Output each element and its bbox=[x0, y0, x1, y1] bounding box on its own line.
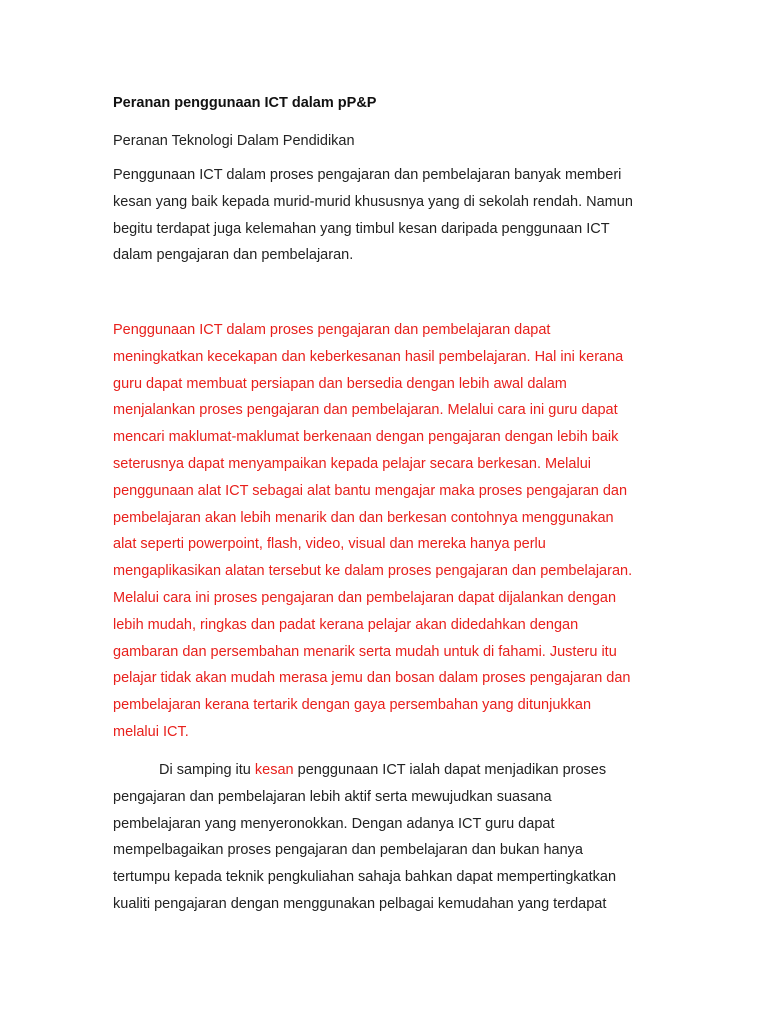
paragraph-line: kesan yang baik kepada murid-murid khususnya yang di sekolah rendah. Namun bbox=[113, 193, 633, 210]
paragraph-line: Penggunaan ICT dalam proses pengajaran dan pembelajaran banyak memberi bbox=[113, 167, 622, 183]
paragraph-intro bbox=[113, 162, 658, 269]
paragraph-line: Melalui cara ini proses pengajaran dan pembelajaran dapat dijalankan dengan bbox=[113, 589, 617, 606]
paragraph-line: dalam pengajaran dan pembelajaran. bbox=[113, 247, 354, 264]
paragraph-line: seterusnya dapat menyampaikan kepada pelajar secara berkesan. Melalui bbox=[113, 455, 591, 472]
paragraph-line: penggunaan alat ICT sebagai alat bantu mengajar maka proses pengajaran dan bbox=[113, 482, 628, 499]
paragraph-line: lebih mudah, ringkas dan padat kerana pelajar akan didedahkan dengan bbox=[113, 616, 579, 633]
paragraph-line: tertumpu kepada teknik pengkuliahan sahaja bahkan dapat mempertingkatkan bbox=[113, 869, 617, 886]
highlighted-word: kesan bbox=[254, 762, 294, 778]
paragraph-line: meningkatkan kecekapan dan keberkesanan hasil pembelajaran. Hal ini kerana bbox=[113, 348, 624, 365]
paragraph-line: pembelajaran akan lebih menarik dan dan berkesan contohnya menggunakan bbox=[113, 509, 614, 526]
paragraph-line: begitu terdapat juga kelemahan yang timbul kesan daripada penggunaan ICT bbox=[113, 220, 610, 237]
paragraph-line-end: penggunaan ICT ialah dapat menjadikan proses bbox=[293, 762, 607, 778]
paragraph-line: pembelajaran yang menyeronokkan. Dengan adanya ICT guru dapat bbox=[113, 815, 555, 832]
paragraph-line: pembelajaran kerana tertarik dengan gaya persembahan yang ditunjukkan bbox=[113, 697, 592, 714]
paragraph-line: pengajaran dan pembelajaran lebih aktif serta mewujudkan suasana bbox=[113, 788, 552, 805]
paragraph-body bbox=[113, 757, 658, 918]
paragraph-line: menjalankan proses pengajaran dan pembelajaran. Melalui cara ini guru dapat bbox=[113, 402, 618, 419]
paragraph-first-line bbox=[113, 757, 658, 784]
paragraph-line: pelajar tidak akan mudah merasa jemu dan bosan dalam proses pengajaran dan bbox=[113, 670, 631, 687]
paragraph-line: mempelbagaikan proses pengajaran dan pembelajaran dan bukan hanya bbox=[113, 842, 583, 859]
paragraph-line-start: Di samping itu bbox=[159, 762, 255, 778]
paragraph-line: mencari maklumat-maklumat berkenaan dengan pengajaran dengan lebih baik bbox=[113, 429, 619, 446]
document-subtitle: Peranan Teknologi Dalam Pendidikan bbox=[113, 133, 355, 149]
paragraph-line: melalui ICT. bbox=[113, 723, 189, 740]
paragraph-line: alat seperti powerpoint, flash, video, visual dan mereka hanya perlu bbox=[113, 536, 546, 553]
paragraph-line: gambaran dan persembahan menarik serta mudah untuk di fahami. Justeru itu bbox=[113, 643, 617, 660]
paragraph-line: guru dapat membuat persiapan dan bersedia dengan lebih awal dalam bbox=[113, 375, 567, 392]
paragraph-line: mengaplikasikan alatan tersebut ke dalam proses pengajaran dan pembelajaran. bbox=[113, 563, 633, 580]
paragraph-highlighted-red bbox=[113, 317, 658, 746]
paragraph-line: kualiti pengajaran dengan menggunakan pelbagai kemudahan yang terdapat bbox=[113, 895, 607, 912]
document-title: Peranan penggunaan ICT dalam pP&P bbox=[113, 95, 377, 111]
paragraph-line: Penggunaan ICT dalam proses pengajaran dan pembelajaran dapat bbox=[113, 322, 551, 338]
